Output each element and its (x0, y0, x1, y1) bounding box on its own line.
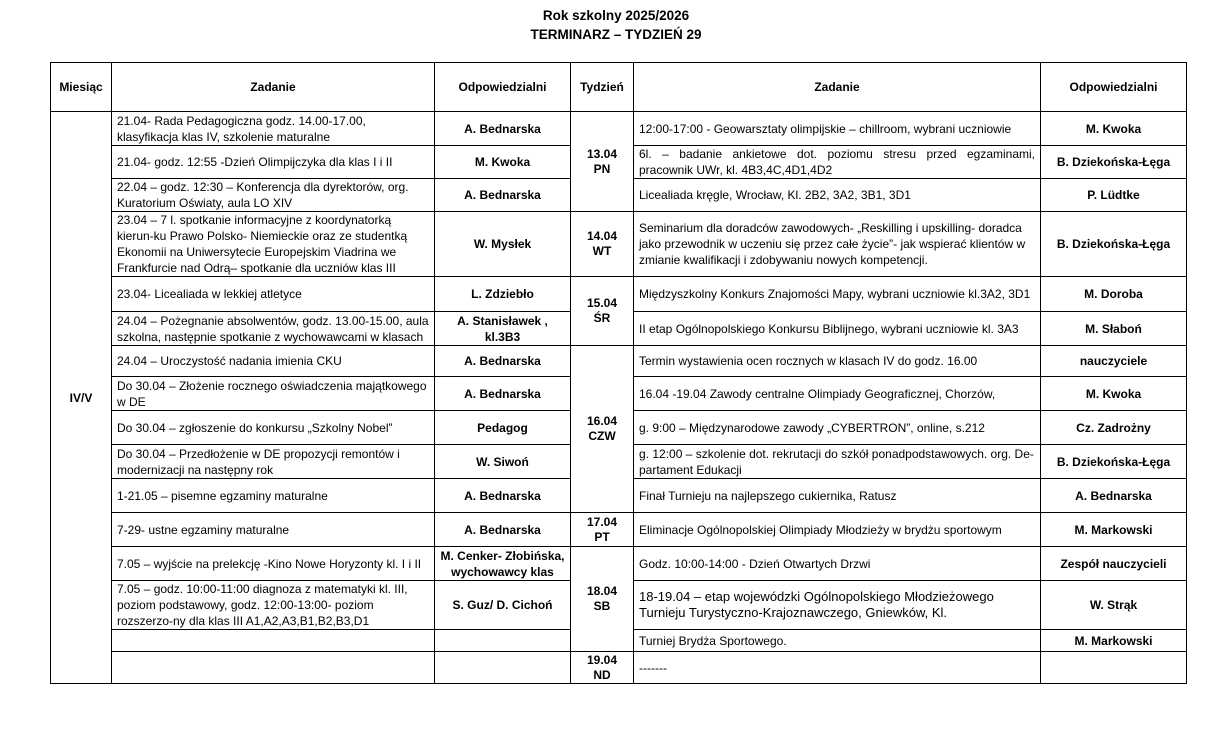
right-task: Licealiada kręgle, Wrocław, Kl. 2B2, 3A2, 3B1, 3D1 (634, 179, 1041, 212)
left-responsible (435, 630, 571, 652)
week-cell-tue: 14.04 WT (571, 212, 634, 277)
left-task: 1-21.05 – pisemne egzaminy maturalne (112, 479, 435, 513)
schedule-title: TERMINARZ – TYDZIEŃ 29 (530, 27, 702, 42)
left-responsible: S. Guz/ D. Cichoń (435, 581, 571, 630)
right-responsible: M. Słaboń (1041, 312, 1187, 346)
left-responsible: W. Mysłek (435, 212, 571, 277)
header-row (51, 63, 1187, 112)
left-responsible: A. Bednarska (435, 112, 571, 146)
left-task (112, 630, 435, 652)
right-task: Turniej Brydża Sportowego. (634, 630, 1041, 652)
col-header-week: Tydzień (571, 63, 634, 112)
right-responsible: M. Kwoka (1041, 112, 1187, 146)
left-task: 7.05 – godz. 10:00-11:00 diagnoza z matematyki kl. III, poziom podstawowy, godz. 12:00-13:00- poziom rozszerzo-ny dla klas III A1,A2,A3,B1,B2,B3,D1 (112, 581, 435, 630)
col-header-task-left: Zadanie (112, 63, 435, 112)
left-task: Do 30.04 – Złożenie rocznego oświadczenia majątkowego w DE (112, 377, 435, 411)
table-row (51, 652, 1187, 684)
schedule-table (50, 62, 1187, 684)
right-task: 6l. – badanie ankietowe dot. poziomu stresu przed egzaminami, pracownik UWr, kl. 4B3,4C,4D1,4D2 (634, 146, 1041, 179)
left-task: 7.05 – wyjście na prelekcję -Kino Nowe Horyzonty kl. I i II (112, 547, 435, 581)
week-cell-thu: 16.04 CZW (571, 346, 634, 513)
left-task: 24.04 – Uroczystość nadania imienia CKU (112, 346, 435, 377)
week-cell-fri: 17.04 PT (571, 513, 634, 547)
left-task: 21.04- Rada Pedagogiczna godz. 14.00-17.00, klasyfikacja klas IV, szkolenie maturalne (112, 112, 435, 146)
right-task: ------- (634, 652, 1041, 684)
month-cell: IV/V (51, 112, 112, 684)
right-responsible: M. Doroba (1041, 277, 1187, 312)
right-task: Termin wystawienia ocen rocznych w klasach IV do godz. 16.00 (634, 346, 1041, 377)
right-task: g. 9:00 – Międzynarodowe zawody „CYBERTRON”, online, s.212 (634, 411, 1041, 445)
right-task: 16.04 -19.04 Zawody centralne Olimpiady Geograficznej, Chorzów, (634, 377, 1041, 411)
left-task: 22.04 – godz. 12:30 – Konferencja dla dyrektorów, org. Kuratorium Oświaty, aula LO XIV (112, 179, 435, 212)
table-row (51, 112, 1187, 146)
right-responsible: nauczyciele (1041, 346, 1187, 377)
right-task: II etap Ogólnopolskiego Konkursu Biblijnego, wybrani uczniowie kl. 3A3 (634, 312, 1041, 346)
right-responsible: M. Markowski (1041, 630, 1187, 652)
left-task: 23.04- Licealiada w lekkiej atletyce (112, 277, 435, 312)
left-responsible: A. Bednarska (435, 179, 571, 212)
right-task: Finał Turnieju na najlepszego cukiernika, Ratusz (634, 479, 1041, 513)
right-task: Godz. 10:00-14:00 - Dzień Otwartych Drzwi (634, 547, 1041, 581)
left-responsible: W. Siwoń (435, 445, 571, 479)
right-responsible: M. Markowski (1041, 513, 1187, 547)
right-task: Seminarium dla doradców zawodowych- „Reskilling i upskilling- doradca jako przewodnik w uczeniu się przez całe życie”- jak wspierać klientów w zmianie kwalifikacji i zdobywaniu nowych kompetencji. (634, 212, 1041, 277)
right-task: 18-19.04 – etap wojewódzki Ogólnopolskiego Młodzieżowego Turnieju Turystyczno-Krajoznawczego, Gniewków, Kl. (634, 581, 1041, 630)
col-header-task-right: Zadanie (634, 63, 1041, 112)
right-responsible: A. Bednarska (1041, 479, 1187, 513)
right-responsible: P. Lüdtke (1041, 179, 1187, 212)
left-responsible: A. Bednarska (435, 513, 571, 547)
left-responsible: M. Kwoka (435, 146, 571, 179)
left-task: 21.04- godz. 12:55 -Dzień Olimpijczyka dla klas I i II (112, 146, 435, 179)
right-responsible: Cz. Zadrożny (1041, 411, 1187, 445)
right-responsible: B. Dziekońska-Łęga (1041, 445, 1187, 479)
right-responsible (1041, 652, 1187, 684)
col-header-month: Miesiąc (51, 63, 112, 112)
right-responsible: W. Strąk (1041, 581, 1187, 630)
week-cell-wed: 15.04 ŚR (571, 277, 634, 346)
right-responsible: B. Dziekońska-Łęga (1041, 146, 1187, 179)
left-task: Do 30.04 – Przedłożenie w DE propozycji remontów i modernizacji na następny rok (112, 445, 435, 479)
left-task: 23.04 – 7 l. spotkanie informacyjne z koordynatorką kierun-ku Prawo Polsko- Niemieckie oraz ze studentką Ekonomii na Uniwersytecie Europejskim Viadrina we Frankfurcie nad Odrą– spotkanie dla uczniów klas III (112, 212, 435, 277)
right-task: g. 12:00 – szkolenie dot. rekrutacji do szkół ponadpodstawowych. org. De-partament Edukacji (634, 445, 1041, 479)
table-row (51, 547, 1187, 581)
right-responsible: Zespół nauczycieli (1041, 547, 1187, 581)
right-responsible: B. Dziekońska-Łęga (1041, 212, 1187, 277)
week-cell-sun: 19.04 ND (571, 652, 634, 684)
week-cell-mon: 13.04 PN (571, 112, 634, 212)
week-cell-sat: 18.04 SB (571, 547, 634, 652)
left-responsible: A. Bednarska (435, 479, 571, 513)
col-header-responsible-left: Odpowiedzialni (435, 63, 571, 112)
left-responsible (435, 652, 571, 684)
left-task: 7-29- ustne egzaminy maturalne (112, 513, 435, 547)
left-task: Do 30.04 – zgłoszenie do konkursu „Szkolny Nobel” (112, 411, 435, 445)
school-year-title: Rok szkolny 2025/2026 (542, 8, 690, 23)
col-header-responsible-right: Odpowiedzialni (1041, 63, 1187, 112)
table-row (51, 346, 1187, 377)
left-responsible: A. Bednarska (435, 346, 571, 377)
table-row (51, 513, 1187, 547)
left-responsible: Pedagog (435, 411, 571, 445)
left-responsible: L. Zdziebło (435, 277, 571, 312)
table-row (51, 212, 1187, 277)
table-row (51, 277, 1187, 312)
left-task: 24.04 – Pożegnanie absolwentów, godz. 13.00-15.00, aula szkolna, następnie spotkanie z wychowawcami w klasach (112, 312, 435, 346)
right-responsible: M. Kwoka (1041, 377, 1187, 411)
left-responsible: A. Bednarska (435, 377, 571, 411)
left-responsible: M. Cenker- Złobińska, wychowawcy klas (435, 547, 571, 581)
right-task: 12:00-17:00 - Geowarsztaty olimpijskie – chillroom, wybrani uczniowie (634, 112, 1041, 146)
right-task: Międzyszkolny Konkurs Znajomości Mapy, wybrani uczniowie kl.3A2, 3D1 (634, 277, 1041, 312)
right-task: Eliminacje Ogólnopolskiej Olimpiady Młodzieży w brydżu sportowym (634, 513, 1041, 547)
left-task (112, 652, 435, 684)
left-responsible: A. Stanisławek , kl.3B3 (435, 312, 571, 346)
